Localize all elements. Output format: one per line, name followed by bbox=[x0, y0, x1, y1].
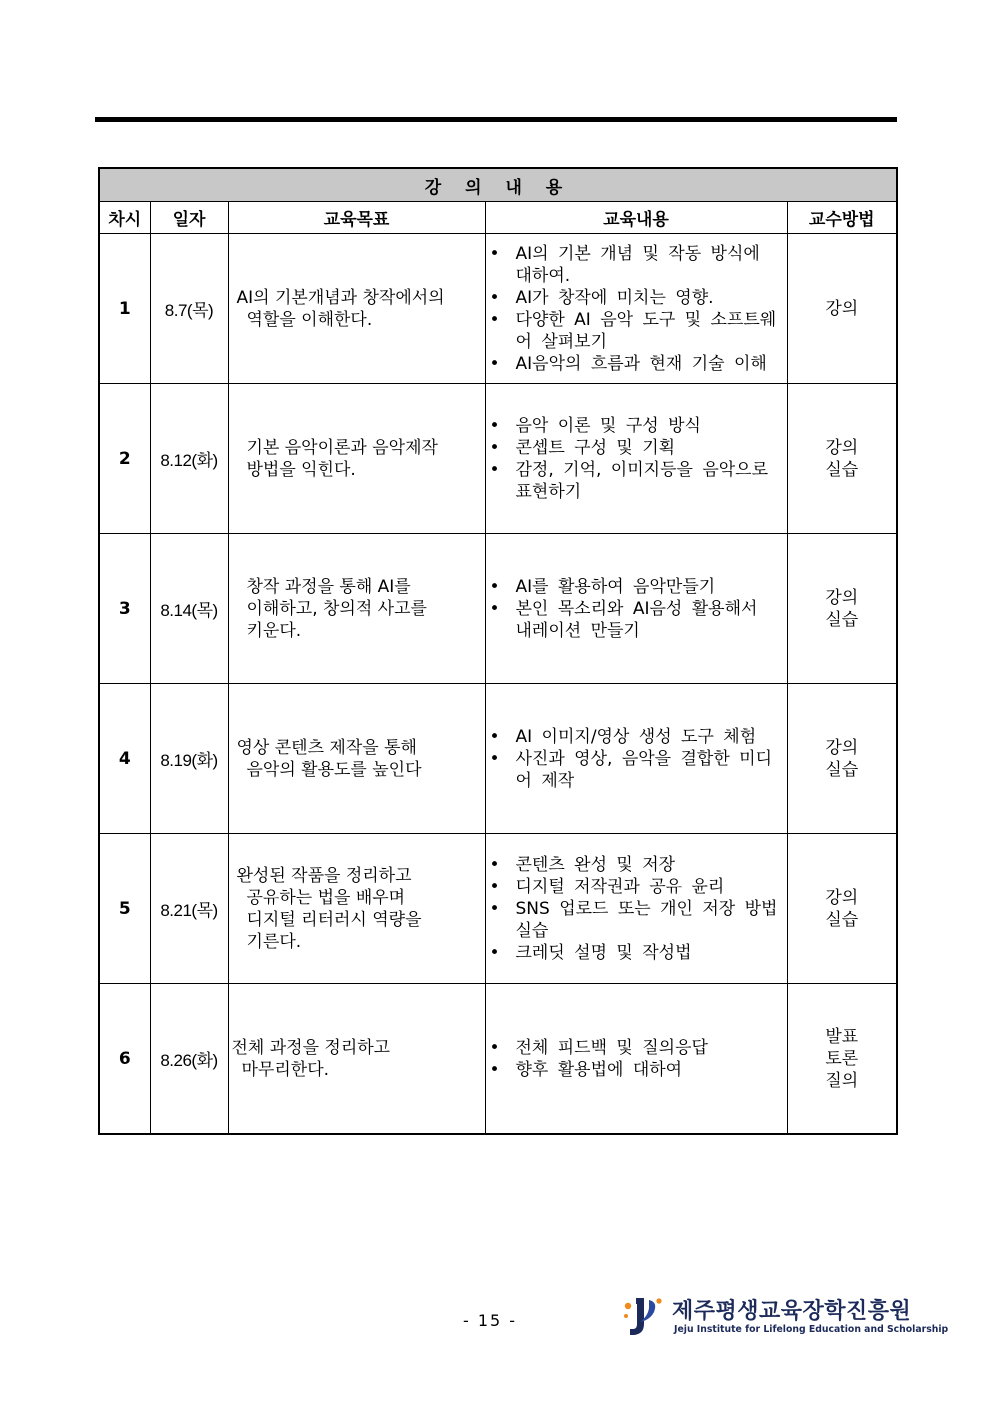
organization-name-en: Jeju Institute for Lifelong Education and Scholarship bbox=[674, 1324, 949, 1335]
content-list bbox=[490, 1037, 781, 1081]
content-list bbox=[490, 576, 781, 642]
goal-line: 역할을 이해한다. bbox=[246, 309, 373, 330]
teaching-method bbox=[787, 384, 897, 534]
column-header-goal: 교육목표 bbox=[228, 202, 485, 234]
session-date: 8.21(목) bbox=[150, 834, 228, 984]
goal-line: 창작 과정을 통해 AI를 bbox=[246, 576, 411, 597]
page-number: - 15 - bbox=[462, 1311, 518, 1330]
header-rule bbox=[95, 117, 897, 122]
method-item: 강의 bbox=[825, 887, 859, 908]
teaching-method bbox=[787, 684, 897, 834]
content-item: • AI음악의 흐름과 현재 기술 이해 bbox=[490, 353, 781, 375]
education-goal bbox=[228, 384, 485, 534]
column-header-content: 교육내용 bbox=[485, 202, 787, 234]
session-date: 8.26(화) bbox=[150, 984, 228, 1135]
session-number: 5 bbox=[99, 834, 150, 984]
method-item: 실습 bbox=[825, 459, 859, 480]
content-list bbox=[490, 726, 781, 792]
session-date: 8.19(화) bbox=[150, 684, 228, 834]
method-item: 실습 bbox=[825, 909, 859, 930]
education-goal bbox=[228, 834, 485, 984]
goal-line: 이해하고, 창의적 사고를 bbox=[246, 598, 427, 619]
goal-line: 전체 과정을 정리하고 bbox=[231, 1037, 391, 1058]
education-content bbox=[485, 234, 787, 384]
content-item: • AI 이미지/영상 생성 도구 체험 bbox=[490, 726, 781, 748]
content-item: • 콘셉트 구성 및 기획 bbox=[490, 437, 781, 459]
content-item: • 향후 활용법에 대하여 bbox=[490, 1059, 781, 1081]
education-content bbox=[485, 534, 787, 684]
session-number: 4 bbox=[99, 684, 150, 834]
goal-line: 영상 콘텐츠 제작을 통해 bbox=[236, 737, 417, 758]
column-header-date: 일자 bbox=[150, 202, 228, 234]
method-item: 질의 bbox=[825, 1070, 859, 1091]
content-item: • 음악 이론 및 구성 방식 bbox=[490, 415, 781, 437]
teaching-method bbox=[787, 984, 897, 1135]
method-item: 실습 bbox=[825, 609, 859, 630]
session-date: 8.7(목) bbox=[150, 234, 228, 384]
education-content bbox=[485, 984, 787, 1135]
education-goal bbox=[228, 534, 485, 684]
table-row bbox=[99, 684, 897, 834]
content-item: • AI의 기본 개념 및 작동 방식에 대하여. bbox=[490, 243, 781, 287]
goal-line: 마무리한다. bbox=[241, 1059, 330, 1080]
lecture-content-table bbox=[98, 167, 898, 1135]
method-item: 강의 bbox=[825, 587, 859, 608]
content-item: • 크레딧 설명 및 작성법 bbox=[490, 942, 781, 964]
teaching-method bbox=[787, 834, 897, 984]
education-goal bbox=[228, 234, 485, 384]
goal-line: 디지털 리터러시 역량을 bbox=[246, 909, 422, 930]
content-item: • AI를 활용하여 음악만들기 bbox=[490, 576, 781, 598]
content-item: • AI가 창작에 미치는 영향. bbox=[490, 287, 781, 309]
method-item: 토론 bbox=[825, 1048, 859, 1069]
session-date: 8.12(화) bbox=[150, 384, 228, 534]
method-item: 발표 bbox=[825, 1026, 859, 1047]
education-content bbox=[485, 834, 787, 984]
jeju-logo-icon bbox=[622, 1294, 666, 1340]
session-number: 2 bbox=[99, 384, 150, 534]
column-header-method: 교수방법 bbox=[787, 202, 897, 234]
education-goal bbox=[228, 984, 485, 1135]
goal-line: 키운다. bbox=[246, 620, 302, 641]
content-item: • 사진과 영상, 음악을 결합한 미디어 제작 bbox=[490, 748, 781, 792]
session-date: 8.14(목) bbox=[150, 534, 228, 684]
teaching-method bbox=[787, 234, 897, 384]
table-body bbox=[99, 234, 897, 1135]
content-item: • 콘텐츠 완성 및 저장 bbox=[490, 854, 781, 876]
table-row bbox=[99, 984, 897, 1135]
content-item: • 본인 목소리와 AI음성 활용해서 내레이션 만들기 bbox=[490, 598, 781, 642]
table-title: 강 의 내 용 bbox=[99, 168, 897, 202]
method-item: 강의 bbox=[825, 298, 859, 319]
content-item: • 전체 피드백 및 질의응답 bbox=[490, 1037, 781, 1059]
table-row bbox=[99, 384, 897, 534]
goal-line: 공유하는 법을 배우며 bbox=[246, 887, 406, 908]
organization-name: 제주평생교육장학진흥원 bbox=[672, 1299, 912, 1324]
table-row bbox=[99, 534, 897, 684]
organization-logo bbox=[622, 1294, 949, 1340]
goal-line: 음악의 활용도를 높인다 bbox=[246, 759, 422, 780]
goal-line: 기본 음악이론과 음악제작 bbox=[246, 437, 438, 458]
method-item: 강의 bbox=[825, 437, 859, 458]
teaching-method bbox=[787, 534, 897, 684]
education-content bbox=[485, 384, 787, 534]
goal-line: AI의 기본개념과 창작에서의 bbox=[236, 287, 445, 308]
education-content bbox=[485, 684, 787, 834]
goal-line: 완성된 작품을 정리하고 bbox=[236, 865, 412, 886]
column-header-session: 차시 bbox=[99, 202, 150, 234]
table-row bbox=[99, 234, 897, 384]
content-item: • 다양한 AI 음악 도구 및 소프트웨어 살펴보기 bbox=[490, 309, 781, 353]
goal-line: 방법을 익힌다. bbox=[246, 459, 356, 480]
content-list bbox=[490, 243, 781, 375]
method-item: 실습 bbox=[825, 759, 859, 780]
table-row bbox=[99, 834, 897, 984]
content-item: • 디지털 저작권과 공유 윤리 bbox=[490, 876, 781, 898]
session-number: 6 bbox=[99, 984, 150, 1135]
session-number: 1 bbox=[99, 234, 150, 384]
content-item: • 감정, 기억, 이미지등을 음악으로 표현하기 bbox=[490, 459, 781, 503]
content-list bbox=[490, 415, 781, 503]
session-number: 3 bbox=[99, 534, 150, 684]
content-item: • SNS 업로드 또는 개인 저장 방법 실습 bbox=[490, 898, 781, 942]
education-goal bbox=[228, 684, 485, 834]
content-list bbox=[490, 854, 781, 964]
method-item: 강의 bbox=[825, 737, 859, 758]
goal-line: 기른다. bbox=[246, 931, 302, 952]
